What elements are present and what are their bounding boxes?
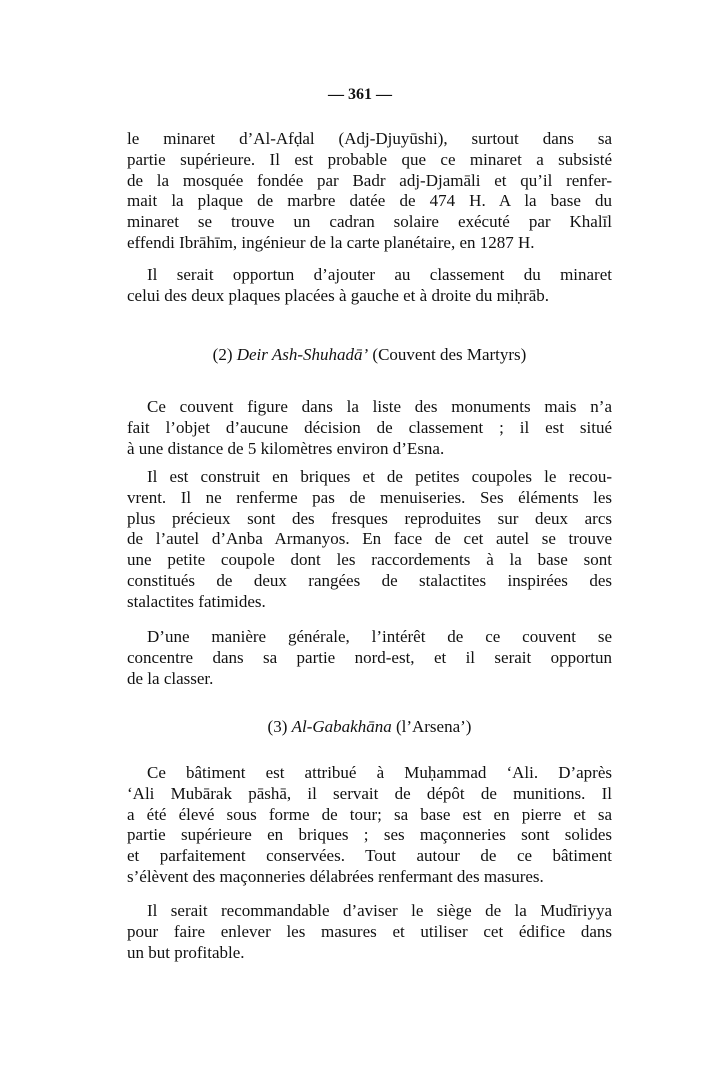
paragraph-3 — [127, 397, 612, 459]
section-heading-2 — [127, 345, 612, 366]
section-heading-3 — [127, 717, 612, 738]
text-line: à une distance de 5 kilomètres environ d’Esna. — [127, 438, 445, 458]
text-line: mait la plaque de marbre datée de 474 H. A la base du — [127, 191, 612, 211]
page-number: — 361 — — [328, 86, 392, 103]
text-line: Il serait recommandable d’aviser le siège de la Mudīriyya — [147, 901, 612, 920]
text-line: de la classer. — [127, 668, 214, 688]
text-line: minaret se trouve un cadran solaire exécuté par Khalīl — [127, 212, 612, 232]
text-line: partie supérieure en briques ; ses maçonneries sont solides — [127, 825, 612, 845]
text-line: Il est construit en briques et de petites coupoles le recou- — [147, 467, 612, 486]
text-line: celui des deux plaques placées à gauche et à droite du miḥrāb. — [127, 285, 549, 305]
heading-name: Al-Gabakhāna — [291, 717, 392, 736]
text-line: de l’autel d’Anba Armanyos. En face de cet autel se trouve — [127, 529, 612, 549]
text-line: vrent. Il ne renferme pas de menuiseries. Ses éléments les — [127, 487, 612, 507]
text-line: a été élevé sous forme de tour; sa base est en pierre et sa — [127, 804, 612, 824]
text-line: effendi Ibrāhīm, ingénieur de la carte planétaire, en 1287 H. — [127, 232, 535, 252]
text-line: fait l’objet d’aucune décision de classement ; il est situé — [127, 417, 612, 437]
text-line: ‘Ali Mubārak pāshā, il servait de dépôt de munitions. Il — [127, 783, 612, 803]
paragraph-1 — [127, 129, 612, 254]
text-line: Il serait opportun d’ajouter au classement du minaret — [147, 265, 612, 284]
text-line: pour faire enlever les masures et utiliser cet édifice dans — [127, 921, 612, 941]
paragraph-7 — [127, 901, 612, 963]
text-line: concentre dans sa partie nord-est, et il serait opportun — [127, 647, 612, 667]
heading-number: (3) — [267, 717, 288, 736]
text-line: s’élèvent des maçonneries délabrées renfermant des masures. — [127, 866, 544, 886]
heading-translation: (Couvent des Martyrs) — [372, 345, 527, 364]
heading-translation: (l’Arsena’) — [395, 717, 472, 736]
paragraph-6 — [127, 763, 612, 888]
text-line: Ce couvent figure dans la liste des monuments mais n’a — [147, 397, 612, 416]
text-line: une petite coupole dont les raccordements à la base sont — [127, 550, 612, 570]
text-line: un but profitable. — [127, 942, 245, 962]
paragraph-5 — [127, 627, 612, 689]
text-line: plus précieux sont des fresques reproduites sur deux arcs — [127, 508, 612, 528]
heading-name: Deir Ash-Shuhadā’ — [236, 345, 369, 364]
text-line: de la mosquée fondée par Badr adj-Djamāli et qu’il renfer- — [127, 170, 612, 190]
text-line: le minaret d’Al-Afḍal (Adj-Djuyūshi), surtout dans sa — [127, 129, 612, 148]
text-line: constitués de deux rangées de stalactites inspirées des — [127, 570, 612, 590]
heading-number: (2) — [212, 345, 233, 364]
text-line: Ce bâtiment est attribué à Muḥammad ‘Ali. D’après — [147, 763, 612, 782]
text-line: et parfaitement conservées. Tout autour de ce bâtiment — [127, 846, 612, 866]
paragraph-4 — [127, 467, 612, 613]
text-line: D’une manière générale, l’intérêt de ce couvent se — [147, 627, 612, 646]
paragraph-2 — [127, 265, 612, 307]
text-line: stalactites fatimides. — [127, 591, 266, 611]
text-line: partie supérieure. Il est probable que ce minaret a subsisté — [127, 149, 612, 169]
